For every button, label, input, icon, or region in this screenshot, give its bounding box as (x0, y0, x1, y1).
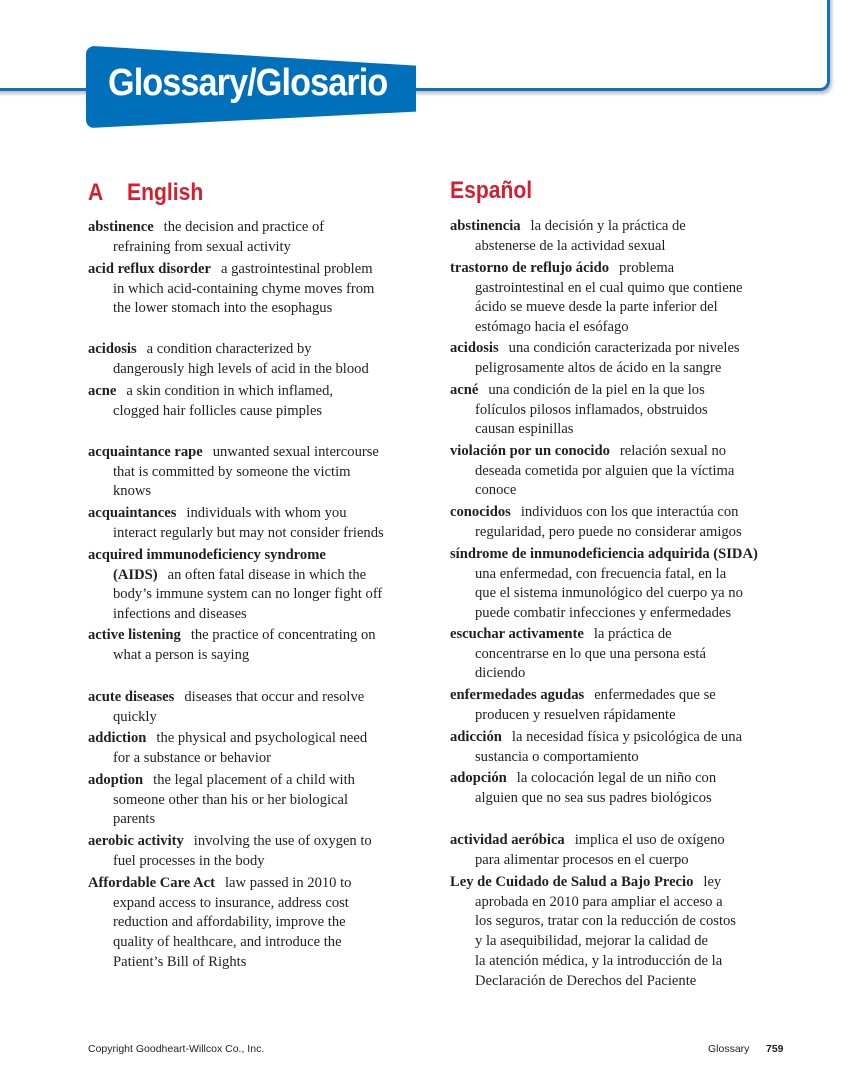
entry-line (450, 481, 800, 501)
entry-line (88, 874, 438, 894)
entry-line (88, 260, 438, 280)
definition-text: gastrointestinal en el cual quimo que contiene (475, 279, 743, 296)
section-letter: A (88, 179, 104, 206)
glossary-entry (450, 339, 800, 378)
definition-text: puede combatir infecciones y enfermedades (475, 605, 732, 622)
definition-text: an often fatal disease in which the (167, 566, 367, 583)
entry-line (450, 932, 800, 952)
entry-line (88, 646, 438, 666)
entry-line (88, 402, 438, 422)
definition-text: quickly (113, 708, 157, 725)
glossary-entry (450, 503, 800, 542)
definition-text: la necesidad física y psicológica de una (511, 729, 743, 745)
glossary-term: actividad aeróbica (450, 832, 565, 848)
entry-line (450, 831, 800, 851)
entry-line (450, 298, 800, 318)
glossary-entry (88, 382, 438, 421)
definition-text: folículos pilosos inflamados, obstruidos (475, 401, 708, 418)
definition-text: que el sistema inmunológico del cuerpo ya no (475, 585, 743, 602)
definition-text: clogged hair follicles cause pimples (113, 402, 323, 419)
entry-line (450, 503, 800, 523)
footer-section: Glossary (708, 1043, 750, 1055)
glossary-term: addiction (88, 730, 147, 746)
entry-line (450, 664, 800, 684)
entry-line (450, 259, 800, 279)
definition-text: fuel processes in the body (113, 852, 265, 869)
entry-line (450, 565, 800, 585)
definition-text: dangerously high levels of acid in the blood (113, 360, 369, 377)
definition-text: expand access to insurance, address cost (113, 894, 349, 911)
entry-line (450, 748, 800, 768)
glossary-term: trastorno de reflujo ácido (450, 260, 610, 276)
definition-text: infections and diseases (113, 606, 247, 623)
definition-text: refraining from sexual activity (113, 238, 291, 255)
glossary-term: abstinencia (450, 218, 521, 234)
glossary-term: adopción (450, 770, 507, 786)
glossary-entry (450, 381, 800, 440)
glossary-term: acquired immunodeficiency syndrome (88, 547, 326, 563)
definition-text: regularidad, pero puede no considerar amigos (475, 523, 742, 540)
definition-text: la decisión y la práctica de (530, 218, 686, 234)
glossary-term: acne (88, 383, 117, 399)
entry-line (88, 299, 438, 319)
entry-line (88, 360, 438, 380)
definition-text: Declaración de Derechos del Paciente (475, 972, 697, 989)
entry-line (88, 913, 438, 933)
definition-text: knows (113, 483, 152, 500)
glossary-entry (450, 686, 800, 725)
glossary-term: Affordable Care Act (88, 875, 215, 891)
page-title: Glossary/Glosario (108, 62, 388, 104)
entry-line (88, 626, 438, 646)
definition-text: alguien que no sea sus padres biológicos (475, 789, 712, 806)
definition-text: problema (619, 260, 675, 276)
definition-text: a skin condition in which inflamed, (126, 383, 334, 399)
definition-text: estómago hacia el esófago (475, 319, 629, 336)
glossary-term: escuchar activamente (450, 626, 584, 642)
entry-line (450, 952, 800, 972)
definition-text: the lower stomach into the esophagus (113, 300, 333, 317)
definition-text: the practice of concentrating on (190, 627, 376, 643)
entry-line (88, 729, 438, 749)
entry-line (88, 585, 438, 605)
definition-text: relación sexual no (619, 443, 727, 459)
entry-line (88, 524, 438, 544)
entry-line (88, 832, 438, 852)
definition-text: in which acid-containing chyme moves from (113, 280, 375, 297)
definition-text: la atención médica, y la introducción de la (475, 952, 723, 969)
glossary-entry (450, 545, 800, 624)
definition-text: law passed in 2010 to (225, 875, 352, 891)
entry-line (88, 218, 438, 238)
entry-line (450, 523, 800, 543)
definition-text: producen y resuelven rápidamente (475, 706, 676, 723)
entry-line (450, 686, 800, 706)
entry-line (88, 546, 438, 566)
entry-line (88, 504, 438, 524)
definition-text: individuals with whom you (186, 505, 347, 521)
glossary-term: active listening (88, 627, 181, 643)
definition-text: sustancia o comportamiento (475, 748, 639, 765)
glossary-term: acné (450, 382, 479, 398)
glossary-term: adicción (450, 729, 502, 745)
entry-line (450, 339, 800, 359)
page-number: 759 (766, 1043, 784, 1055)
definition-text: conoce (475, 482, 517, 499)
glossary-term: enfermedades agudas (450, 687, 585, 703)
entry-line (88, 688, 438, 708)
definition-text: la colocación legal de un niño con (516, 770, 717, 786)
glossary-term: acute diseases (88, 689, 175, 705)
definition-text: quality of healthcare, and introduce the (113, 934, 342, 951)
entry-line (88, 566, 438, 586)
definition-text: individuos con los que interactúa con (520, 504, 739, 520)
definition-text: diciendo (475, 665, 526, 682)
entry-line (450, 462, 800, 482)
entry-line (450, 873, 800, 893)
entry-line (450, 604, 800, 624)
glossary-term: acid reflux disorder (88, 261, 211, 277)
entry-line (88, 953, 438, 973)
definition-text: the physical and psychological need (156, 730, 368, 746)
definition-text: enfermedades que se (594, 687, 716, 703)
glossary-entry (88, 729, 438, 768)
definition-text: Patient’s Bill of Rights (113, 953, 247, 970)
copyright: Copyright Goodheart-Willcox Co., Inc. (88, 1043, 265, 1055)
glossary-entry (450, 625, 800, 684)
entry-line (88, 852, 438, 872)
entry-line (88, 340, 438, 360)
entry-line (88, 894, 438, 914)
glossary-entry (88, 340, 438, 379)
glossary-entry (450, 442, 800, 501)
definition-text: peligrosamente altos de ácido en la sangre (475, 359, 722, 376)
definition-text: implica el uso de oxígeno (574, 832, 725, 848)
definition-text: that is committed by someone the victim (113, 463, 351, 480)
entry-line (450, 912, 800, 932)
definition-text: causan espinillas (475, 421, 574, 438)
definition-text: los seguros, tratar con la reducción de costos (475, 913, 736, 930)
glossary-entry (450, 873, 800, 991)
definition-text: deseada cometida por alguien que la víctima (475, 462, 735, 479)
definition-text: concentrarse en lo que una persona está (475, 645, 706, 662)
definition-text: aprobada en 2010 para ampliar el acceso a (475, 893, 723, 910)
definition-text: someone other than his or her biological (113, 791, 349, 808)
entry-line (450, 442, 800, 462)
entry-line (450, 359, 800, 379)
entry-line (450, 584, 800, 604)
definition-text: diseases that occur and resolve (184, 689, 365, 705)
definition-text: una enfermedad, con frecuencia fatal, en la (475, 565, 727, 582)
glossary-term: acidosis (450, 340, 499, 356)
glossary-entry (450, 259, 800, 338)
entry-line (450, 217, 800, 237)
entry-line (450, 420, 800, 440)
entry-line (88, 482, 438, 502)
entry-line (88, 238, 438, 258)
definition-text: what a person is saying (113, 646, 250, 663)
glossary-term: adoption (88, 772, 144, 788)
entry-line (88, 382, 438, 402)
entry-line (88, 749, 438, 769)
glossary-term: aerobic activity (88, 833, 184, 849)
glossary-entry (88, 218, 438, 257)
entry-line (450, 545, 800, 565)
entry-line (450, 318, 800, 338)
entry-line (88, 771, 438, 791)
definition-text: la práctica de (593, 626, 672, 642)
entry-line (88, 443, 438, 463)
entry-line (88, 791, 438, 811)
definition-text: una condición caracterizada por niveles (508, 340, 740, 356)
definition-text: ácido se mueve desde la parte inferior del (475, 299, 718, 316)
glossary-term: síndrome de inmunodeficiencia adquirida (SIDA) (450, 546, 758, 562)
entry-line (450, 625, 800, 645)
definition-text: interact regularly but may not consider friends (113, 524, 384, 541)
entry-line (450, 279, 800, 299)
definition-text: a gastrointestinal problem (220, 261, 373, 277)
entry-line (450, 237, 800, 257)
entry-line (88, 708, 438, 728)
glossary-entry (88, 688, 438, 727)
entry-line (88, 280, 438, 300)
glossary-entry (450, 728, 800, 767)
definition-text: body’s immune system can no longer fight off (113, 586, 383, 603)
definition-text: abstenerse de la actividad sexual (475, 237, 666, 254)
glossary-entry (88, 832, 438, 871)
entry-line (450, 706, 800, 726)
entry-line (450, 381, 800, 401)
spanish-heading: Español (450, 177, 533, 204)
definition-text: the legal placement of a child with (153, 772, 355, 788)
glossary-term: (AIDS) (113, 566, 158, 583)
entry-line (450, 851, 800, 871)
definition-text: una condición de la piel en la que los (488, 382, 705, 398)
glossary-entry (88, 443, 438, 502)
definition-text: ley (703, 874, 722, 890)
glossary-entry (88, 771, 438, 830)
entry-line (450, 789, 800, 809)
entry-line (88, 605, 438, 625)
entry-line (450, 645, 800, 665)
definition-text: the decision and practice of (163, 219, 325, 235)
entry-line (88, 933, 438, 953)
entry-line (450, 728, 800, 748)
entry-line (88, 463, 438, 483)
glossary-entry (88, 626, 438, 665)
glossary-term: Ley de Cuidado de Salud a Bajo Precio (450, 874, 694, 890)
definition-text: for a substance or behavior (113, 749, 272, 766)
definition-text: a condition characterized by (146, 341, 312, 357)
entry-line (450, 401, 800, 421)
glossary-entry (450, 217, 800, 256)
glossary-term: conocidos (450, 504, 511, 520)
definition-text: involving the use of oxygen to (193, 833, 372, 849)
glossary-entry (88, 504, 438, 543)
glossary-term: acquaintances (88, 505, 177, 521)
definition-text: reduction and affordability, improve the (113, 914, 346, 931)
glossary-term: abstinence (88, 219, 154, 235)
entry-line (88, 810, 438, 830)
entry-line (450, 769, 800, 789)
definition-text: parents (113, 811, 156, 828)
definition-text: para alimentar procesos en el cuerpo (475, 851, 689, 868)
entry-line (450, 972, 800, 992)
glossary-term: acquaintance rape (88, 444, 203, 460)
entry-line (450, 893, 800, 913)
definition-text: y la asequibilidad, mejorar la calidad de (475, 933, 709, 950)
glossary-entry (88, 260, 438, 319)
glossary-entry (88, 874, 438, 973)
english-heading: English (127, 179, 204, 206)
glossary-term: violación por un conocido (450, 443, 610, 459)
glossary-term: acidosis (88, 341, 137, 357)
glossary-entry (450, 831, 800, 870)
glossary-entry (88, 546, 438, 625)
glossary-entry (450, 769, 800, 808)
definition-text: unwanted sexual intercourse (212, 444, 379, 460)
